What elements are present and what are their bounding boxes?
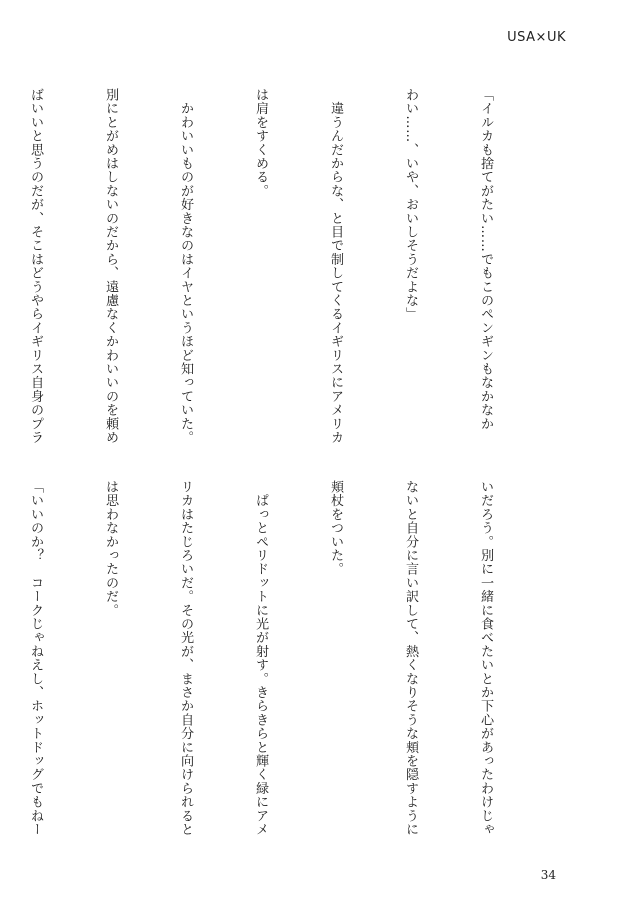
- text-line: 別にとがめはしないのだから、遠慮なくかわいいのを頼め: [103, 88, 118, 445]
- lower-text-block: [0, 480, 548, 850]
- text-line: わい……、いや、おいしそうだよな」: [403, 88, 418, 321]
- upper-text-block: [0, 88, 548, 448]
- text-line: 「いいのか？ コークじゃねえし、ホットドッグでもねー: [28, 480, 43, 837]
- text-line: 頬杖をついた。: [328, 480, 343, 576]
- text-line: かわいいものが好きなのはイヤというほど知っていた。: [178, 88, 193, 445]
- page-number: 34: [540, 868, 556, 882]
- text-line: 「イルカも捨てがたい……でもこのペンギンもなかなか: [478, 88, 493, 431]
- text-line: は肩をすくめる。: [253, 88, 268, 198]
- text-line: ないと自分に言い訳して、熱くなりそうな頬を隠すように: [403, 480, 418, 837]
- text-line: いだろう。別に一緒に食べたいとか下心があったわけじゃ: [478, 480, 493, 837]
- text-line: リカはたじろいだ。その光が、まさか自分に向けられると: [178, 480, 193, 837]
- text-line: 違うんだからな、と目で制してくるイギリスにアメリカ: [328, 88, 343, 445]
- text-line: ばいいと思うのだが、そこはどうやらイギリス自身のプラ: [28, 88, 43, 445]
- text-line: は思わなかったのだ。: [103, 480, 118, 617]
- running-header-title: USA×UK: [507, 30, 566, 45]
- text-line: ぱっとペリドットに光が射す。きらきらと輝く緑にアメ: [253, 480, 268, 837]
